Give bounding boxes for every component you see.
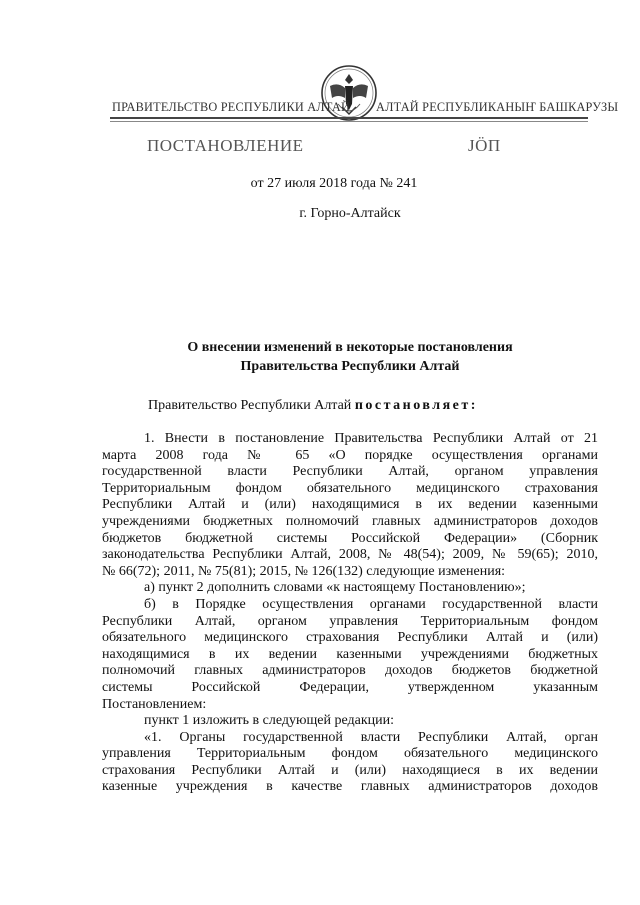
body-line: а) пункт 2 дополнить словами «к настоящему Постановлению»;: [144, 580, 526, 596]
body-line: № 66(72); 2011, № 75(81); 2015, № 126(132) следующие изменения:: [102, 563, 506, 579]
body-line: страхования Республики Алтай и (или) находящиеся в их ведении: [102, 762, 598, 778]
body-line: Республики Алтай и (или) находящимися в их ведении казенными: [102, 497, 598, 513]
letterhead-rule: [110, 117, 588, 119]
document-type-altai: ЈӦП: [468, 136, 501, 155]
document-date-number: от 27 июля 2018 года № 241: [250, 176, 418, 191]
body-line: находящимися в их ведении казенными учреждениями бюджетных: [102, 646, 598, 662]
body-line: полномочий главных администраторов доходов бюджетов бюджетной: [102, 663, 598, 679]
letterhead-rule-thin: [110, 121, 588, 122]
document-type-russian: ПОСТАНОВЛЕНИЕ: [147, 136, 304, 155]
body-line: системы Российской Федерации, утвержденном указанным: [102, 679, 598, 695]
preamble-subject: Правительство Республики Алтай: [148, 398, 352, 413]
body-line: 1. Внести в постановление Правительства Республики Алтай от 21: [144, 431, 598, 446]
body-line: государственной власти Республики Алтай, органом управления: [102, 464, 598, 480]
letterhead-left-title: ПРАВИТЕЛЬСТВО РЕСПУБЛИКИ АЛТАЙ: [112, 100, 351, 114]
body-line: законодательства Республики Алтай, 2008, № 48(54); 2009, № 59(65); 2010,: [102, 547, 598, 563]
letterhead-right-title: АЛТАЙ РЕСПУБЛИКАНЫҤ БАШКАРУЗЫ: [376, 100, 619, 114]
body-line: «1. Органы государственной власти Республики Алтай, орган: [144, 729, 598, 745]
document-city: г. Горно-Алтайск: [299, 206, 401, 221]
body-line: казенные учреждения в качестве главных администраторов доходов: [102, 779, 598, 795]
document-body: [102, 431, 598, 796]
body-line: б) в Порядке осуществления органами государственной власти: [144, 596, 598, 612]
title-line-2: Правительства Республики Алтай: [240, 359, 460, 374]
preamble-verb: постановляет:: [354, 398, 478, 413]
preamble: [148, 398, 478, 414]
title-line-1: О внесении изменений в некоторые постановления: [187, 340, 513, 355]
body-line: обязательного медицинского страхования Республики Алтай и (или): [102, 630, 598, 646]
document-title: [100, 338, 600, 376]
body-line: управления Территориальным фондом обязательного медицинского: [102, 746, 598, 762]
body-line: Постановлением:: [102, 696, 207, 712]
body-line: марта 2008 года № 65 «О порядке осуществления органами: [102, 447, 598, 463]
body-line: бюджетов бюджетной системы Российской Федерации» (Сборник: [102, 530, 598, 546]
body-line: Территориальным фондом обязательного медицинского страхования: [102, 480, 598, 496]
body-line: Республики Алтай, органом управления Территориальным фондом: [102, 613, 598, 629]
body-line: пункт 1 изложить в следующей редакции:: [144, 713, 394, 729]
body-line: учреждениями бюджетных полномочий главных администраторов доходов: [102, 513, 598, 529]
